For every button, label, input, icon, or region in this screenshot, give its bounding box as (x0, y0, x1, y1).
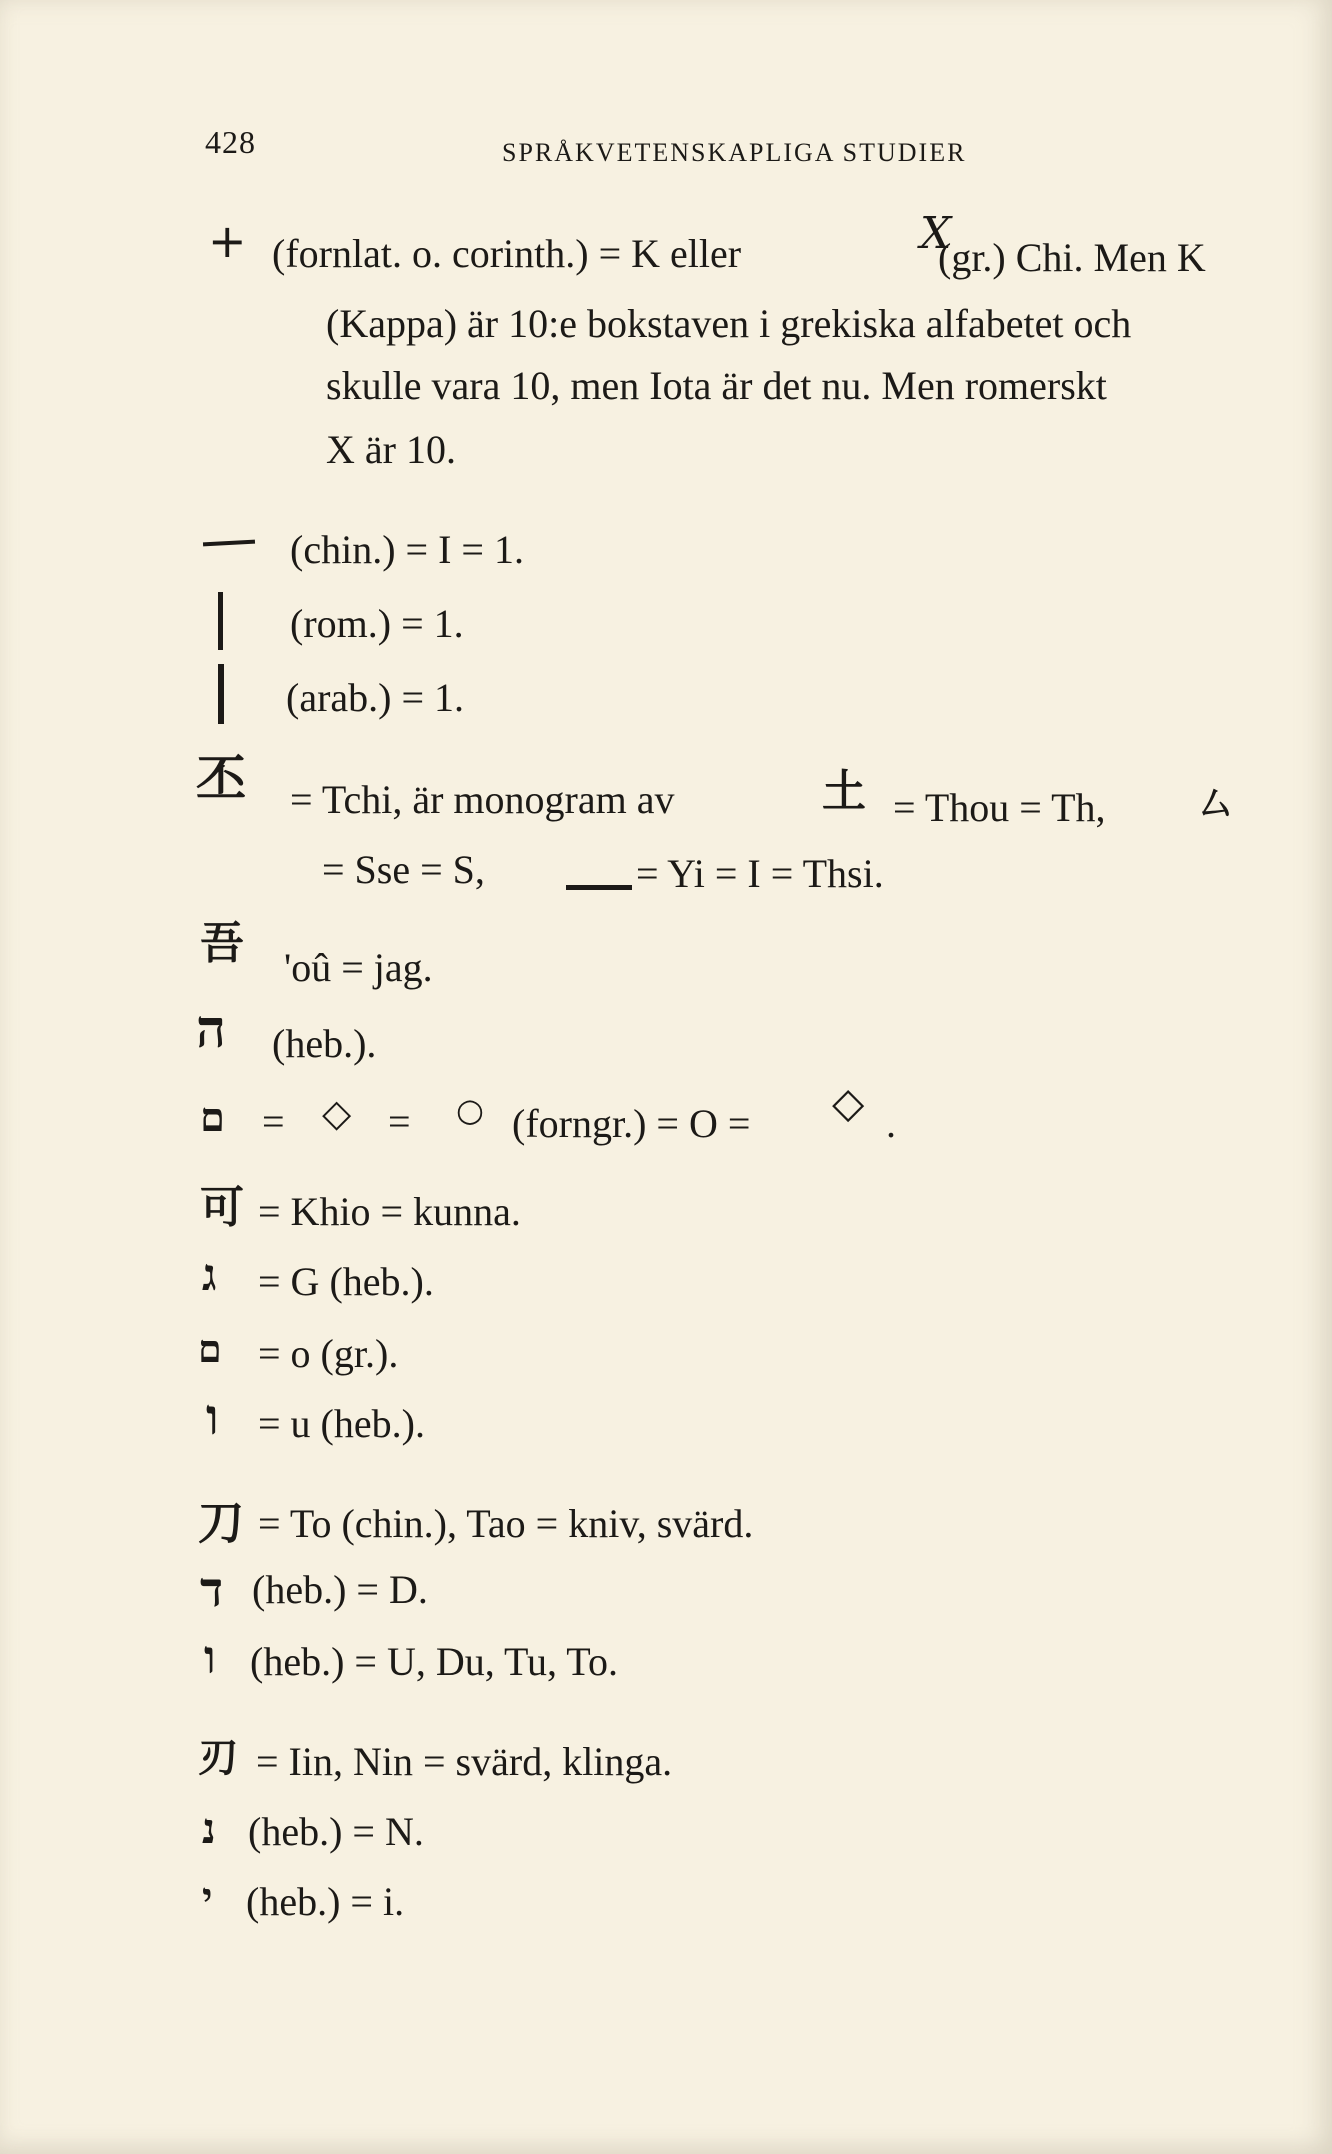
entry-10: = G (heb.). (258, 1259, 434, 1304)
heb-mem-glyph-icon: ם (200, 1094, 225, 1141)
entry-1-line-1: (fornlat. o. corinth.) = K eller (272, 231, 742, 276)
heb-vav-small-glyph-icon: ו (204, 1630, 216, 1684)
chin-ren-glyph-icon: 刃 (198, 1735, 238, 1781)
chin-khio-glyph-icon: 可 (200, 1182, 244, 1233)
entry-18: (heb.) = i. (246, 1879, 405, 1924)
entry-8-eq-2: = (388, 1099, 411, 1144)
cross-glyph-icon: + (208, 214, 247, 268)
heb-dalet-glyph-icon: ד (200, 1562, 224, 1618)
diamond-open-glyph-icon: ◇ (832, 1078, 865, 1127)
roman-one-bar-icon (218, 592, 223, 650)
entry-5-line-2a: = Sse = S, (322, 847, 485, 892)
entry-2: (chin.) = I = 1. (290, 527, 524, 572)
heb-gimel-glyph-icon: ג (202, 1250, 217, 1301)
entry-16: = Iin, Nin = svärd, klinga. (256, 1739, 673, 1784)
chin-sse-glyph-icon: 厶 (1200, 787, 1230, 822)
heb-he-glyph-icon: ה (196, 999, 226, 1060)
page-number: 428 (205, 124, 256, 160)
chin-wu-glyph-icon: 吾 (200, 918, 244, 969)
heb-nun-glyph-icon: נ (202, 1804, 216, 1853)
entry-12: = u (heb.). (258, 1401, 425, 1446)
diamond-glyph-icon: ◇ (322, 1091, 352, 1135)
heb-vav-glyph-icon: ו (206, 1387, 219, 1446)
entry-14: (heb.) = D. (252, 1567, 428, 1612)
chin-thou-glyph-icon: 土 (822, 766, 866, 817)
entry-9: = Khio = kunna. (258, 1189, 521, 1234)
entry-8-eq-1: = (262, 1099, 285, 1144)
entry-11: = o (gr.). (258, 1331, 399, 1376)
chin-one-stroke-icon (203, 540, 255, 547)
entry-13: = To (chin.), Tao = kniv, svärd. (258, 1501, 754, 1546)
entry-5-line-1a: = Tchi, är monogram av (290, 777, 675, 822)
entry-7: (heb.). (272, 1021, 377, 1066)
entry-15: (heb.) = U, Du, Tu, To. (250, 1639, 618, 1684)
entry-17: (heb.) = N. (248, 1809, 424, 1854)
chin-to-glyph-icon: 刀 (198, 1496, 244, 1550)
entry-4: (arab.) = 1. (286, 675, 465, 720)
circle-glyph-icon: ○ (456, 1091, 484, 1129)
arabic-one-bar-icon (218, 664, 224, 724)
entry-6: 'oû = jag. (284, 945, 433, 990)
running-title: SPRÅKVETENSKAPLIGA STUDIER (502, 138, 967, 167)
chin-yi-stroke-icon (566, 885, 632, 890)
entry-1-line-2: (Kappa) är 10:e bokstaven i grekiska alfabetet och (326, 301, 1132, 346)
chin-chi-monogram-icon: 丕 (196, 750, 246, 808)
entry-3: (rom.) = 1. (290, 601, 464, 646)
entry-8-rest: (forngr.) = O = (512, 1101, 751, 1146)
entry-5-line-1b: = Thou = Th, (893, 785, 1106, 830)
entry-5-line-2b: = Yi = I = Thsi. (636, 851, 884, 896)
entry-8-period: . (886, 1101, 896, 1146)
chi-glyph-icon: X (920, 208, 952, 259)
heb-yod-glyph-icon: י (202, 1874, 213, 1921)
box-o-glyph-icon: ם (198, 1326, 222, 1371)
entry-1-line-4: X är 10. (326, 427, 456, 472)
entry-1-line-1b: (gr.) Chi. Men K (938, 235, 1206, 280)
entry-1-line-3: skulle vara 10, men Iota är det nu. Men romerskt (326, 363, 1107, 408)
